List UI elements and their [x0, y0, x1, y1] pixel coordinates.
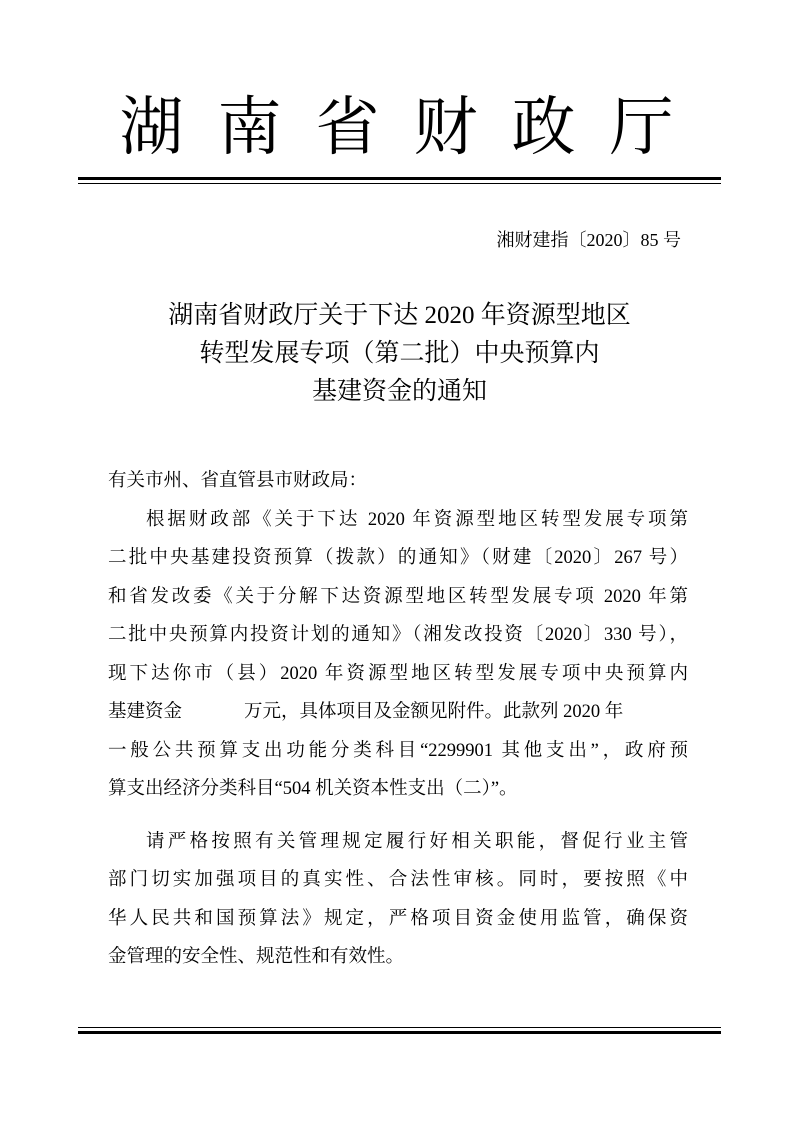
body-line: 根据财政部《关于下达 2020 年资源型地区转型发展专项第 [146, 509, 688, 530]
footer-rule-thick [78, 1031, 721, 1034]
body-line [108, 693, 688, 732]
body-line: 请严格按照有关管理规定履行好相关职能，督促行业主管 [146, 831, 688, 852]
document-body [108, 462, 688, 977]
paragraph-2 [108, 823, 688, 977]
footer-rule-thin [78, 1027, 721, 1028]
header-rule-thin [78, 183, 721, 184]
document-number: 湘财建指〔2020〕85 号 [496, 230, 681, 250]
header-rule-thick [78, 177, 721, 180]
org-char: 政 [511, 91, 576, 165]
body-line: 二批中央预算内投资计划的通知》（湘发改投资〔2020〕330 号）， [108, 625, 688, 645]
paragraph-1 [108, 501, 688, 809]
funding-label: 基建资金 [108, 702, 183, 722]
document-title [78, 297, 721, 411]
org-char: 湖 [119, 91, 184, 165]
org-char: 省 [315, 91, 380, 165]
funding-text: 万元，具体项目及金额见附件。此款列 2020 年 [244, 702, 624, 722]
body-line: 二批中央基建投资预算（拨款）的通知》（财建〔2020〕267 号） [108, 548, 688, 568]
body-line: 和省发改委《关于分解下达资源型地区转型发展专项 2020 年第 [108, 586, 688, 607]
body-line: 部门切实加强项目的真实性、合法性审核。同时，要按照《中 [108, 870, 688, 890]
body-line: 一般公共预算支出功能分类科目“2299901 其他支出”，政府预 [108, 740, 688, 761]
body-line: 华人民共和国预算法》规定，严格项目资金使用监管，确保资 [108, 908, 688, 929]
body-line: 现下达你市（县）2020 年资源型地区转型发展专项中央预算内 [108, 663, 688, 684]
title-line: 基建资金的通知 [311, 378, 487, 405]
salutation: 有关市州、省直管县市财政局： [108, 471, 368, 491]
org-char: 厅 [609, 91, 674, 165]
body-line: 算支出经济分类科目“504 机关资本性支出（二）”。 [108, 779, 518, 799]
title-line: 湖南省财政厅关于下达 2020 年资源型地区 [168, 302, 631, 329]
title-line: 转型发展专项（第二批）中央预算内 [199, 340, 600, 367]
body-line: 金管理的安全性、规范性和有效性。 [108, 947, 405, 967]
issuing-organization [0, 88, 793, 168]
org-char: 南 [217, 91, 282, 165]
org-char: 财 [413, 91, 478, 165]
